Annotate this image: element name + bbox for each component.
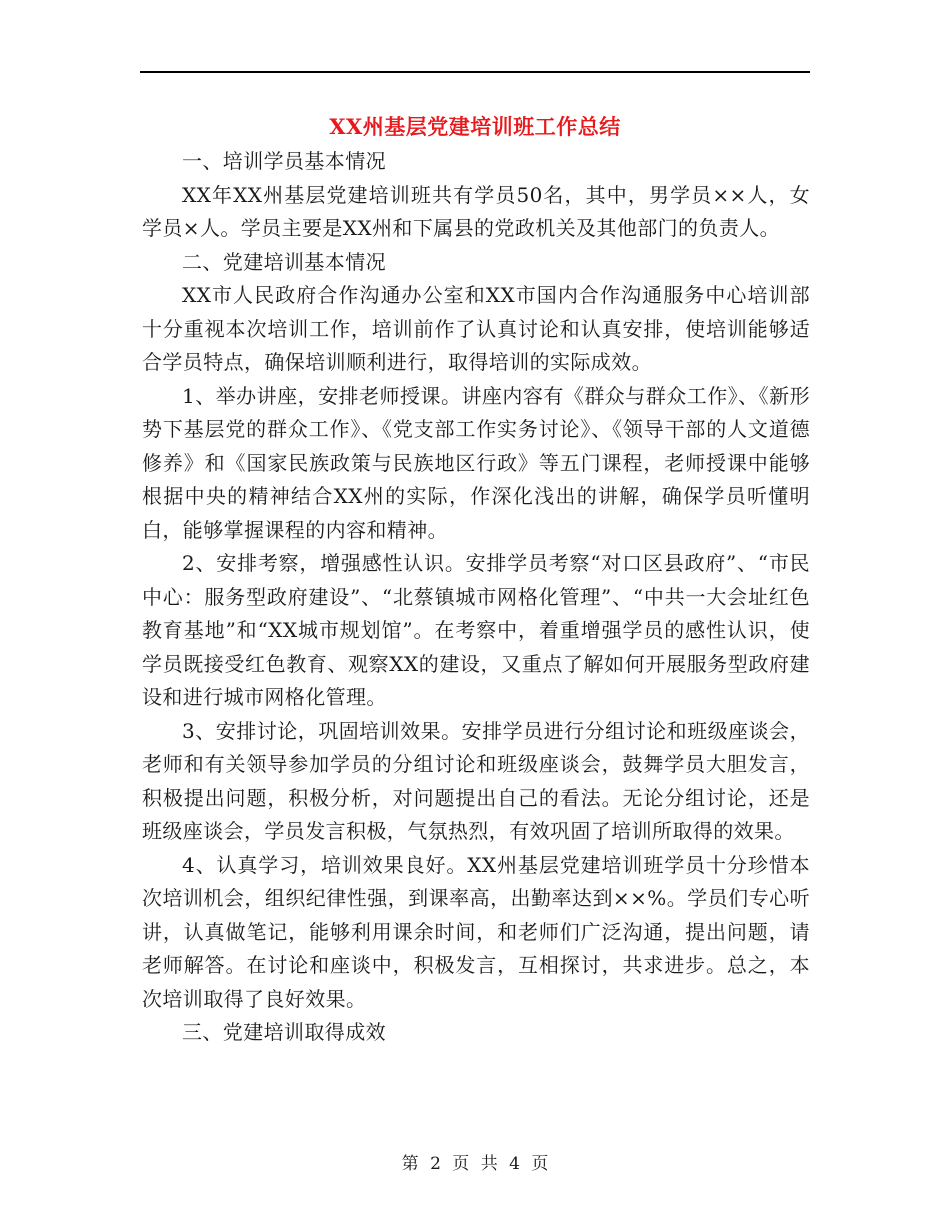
- header-rule: [140, 71, 810, 73]
- section-heading-2: 二、党建培训基本情况: [182, 249, 386, 274]
- document-body: [142, 145, 810, 1050]
- paragraph-training-overview: XX市人民政府合作沟通办公室和XX市国内合作沟通服务中心培训部十分重视本次培训工作，培训前作了认真讨论和认真安排，使培训能够适合学员特点，确保培训顺利进行，取得培训的实际成效。: [142, 283, 810, 374]
- paragraph-discussion: 3、安排讨论，巩固培训效果。安排学员进行分组讨论和班级座谈会，老师和有关领导参加学员的分组讨论和班级座谈会，鼓舞学员大胆发言，积极提出问题，积极分析，对问题提出自己的看法。无论分组讨论，还是班级座谈会，学员发言积极，气氛热烈，有效巩固了培训所取得的效果。: [142, 718, 810, 843]
- section-heading-3: 三、党建培训取得成效: [182, 1020, 386, 1044]
- paragraph-trainee-overview: XX年XX州基层党建培训班共有学员50名，其中，男学员××人，女学员×人。学员主要是XX州和下属县的党政机关及其他部门的负责人。: [142, 182, 810, 240]
- paragraph-study: 4、认真学习，培训效果良好。XX州基层党建培训班学员十分珍惜本次培训机会，组织纪律性强，到课率高，出勤率达到××%。学员们专心听讲，认真做笔记，能够利用课余时间，和老师们广泛沟通，提出问题，请老师解答。在讨论和座谈中，积极发言，互相探讨，共求进步。总之，本次培训取得了良好效果。: [142, 852, 810, 1011]
- paragraph-inspection: 2、安排考察，增强感性认识。安排学员考察“对口区县政府”、“市民中心：服务型政府建设”、“北蔡镇城市网格化管理”、“中共一大会址红色教育基地”和“XX城市规划馆”。在考察中，着重增强学员的感性认识，使学员既接受红色教育、观察XX的建设，又重点了解如何开展服务型政府建设和进行城市网格化管理。: [142, 551, 810, 709]
- paragraph-lectures: 1、举办讲座，安排老师授课。讲座内容有《群众与群众工作》、《新形势下基层党的群众工作》、《党支部工作实务讨论》、《领导干部的人文道德修养》和《国家民族政策与民族地区行政》等五门课程，老师授课中能够根据中央的精神结合XX州的实际，作深化浅出的讲解，确保学员听懂明白，能够掌握课程的内容和精神。: [142, 383, 810, 542]
- section-heading-1: 一、培训学员基本情况: [182, 149, 386, 173]
- document-title: XX州基层党建培训班工作总结: [329, 114, 621, 139]
- page-number-footer: 第 2 页 共 4 页: [401, 1154, 549, 1174]
